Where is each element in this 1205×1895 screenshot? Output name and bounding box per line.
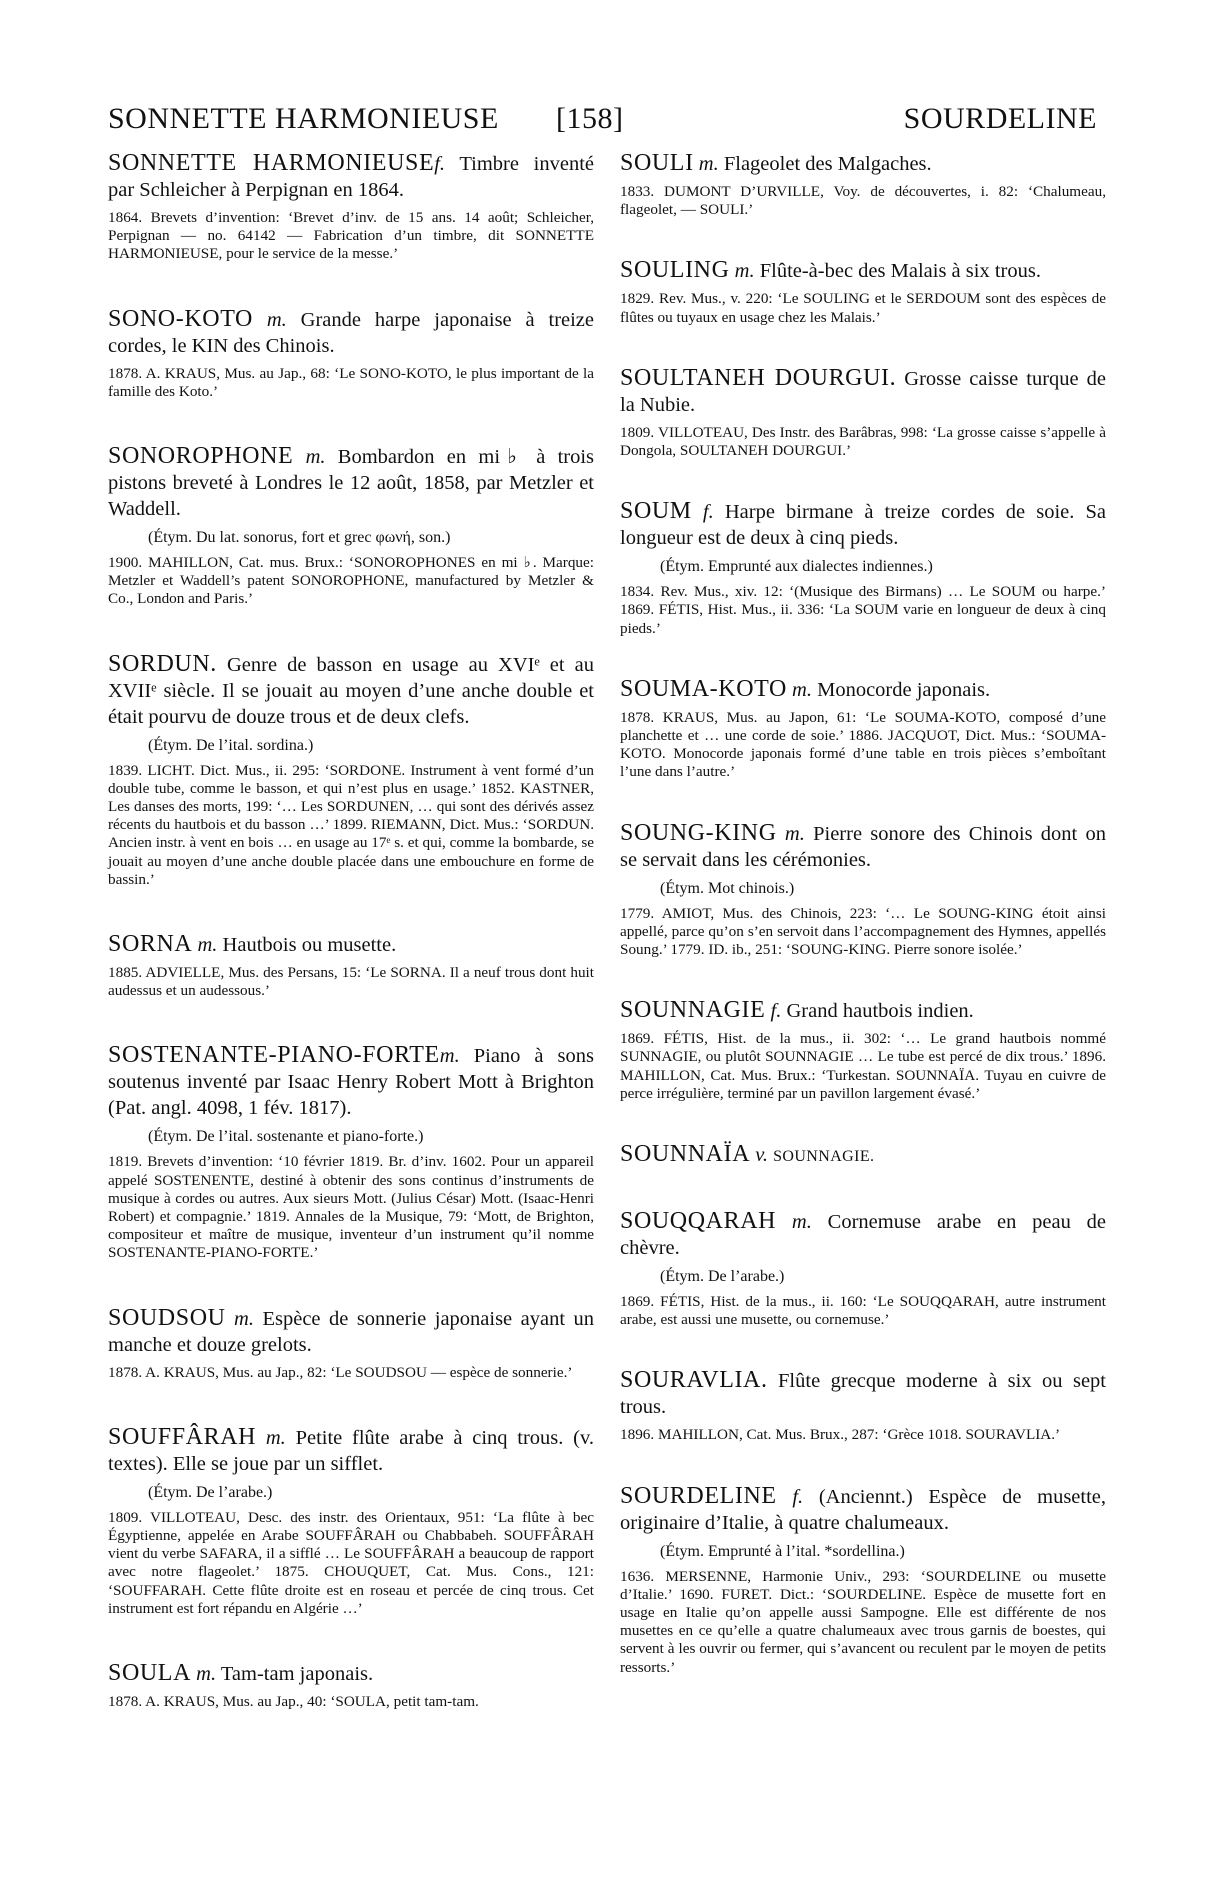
headword: SORNA — [108, 931, 193, 958]
entry-head — [620, 1141, 1106, 1170]
definition: Petite flûte arabe à cinq trous. (v. textes). Elle se joue par un sifflet. — [108, 1426, 595, 1475]
entry-soum — [620, 498, 1106, 638]
citations: 1829. Rev. Mus., v. 220: ‘Le SOULING et le SERDOUM sont des espèces de flûtes ou tuyaux en usage chez les Malais.’ — [620, 290, 1106, 326]
entry-head — [620, 1483, 1106, 1536]
citations: 1900. MAHILLON, Cat. mus. Brux.: ‘SONOROPHONES en mi ♭. Marque: Metzler et Waddell’s patent SONOROPHONE, manufactured by Metzler & Co., London and Paris.’ — [108, 554, 594, 608]
entry-head — [108, 150, 594, 203]
entry-souffarah — [108, 1424, 594, 1618]
entry-soultaneh-dourgui — [620, 365, 1106, 460]
definition: Grand hautbois indien. — [786, 1000, 974, 1023]
headword: SORDUN. — [108, 650, 217, 677]
headword: SOUM — [620, 498, 692, 525]
header-left: SONNETTE HARMONIEUSE — [108, 102, 499, 135]
etymology: (Étym. Emprunté aux dialectes indiennes.) — [660, 558, 933, 576]
entry-souqqarah — [620, 1208, 1106, 1329]
citations: 1896. MAHILLON, Cat. Mus. Brux., 287: ‘Grèce 1018. SOURAVLIA.’ — [620, 1426, 1061, 1444]
definition: Timbre inventé par Schleicher à Perpignan en 1864. — [108, 153, 594, 201]
citations: 1833. DUMONT D’URVILLE, Voy. de découvertes, i. 82: ‘Chalumeau, flageolet, — SOULI.’ — [620, 183, 1106, 219]
headword: SOURDELINE — [620, 1482, 777, 1509]
gram: f. — [702, 501, 714, 524]
entry-head — [620, 676, 1106, 703]
entry-head — [108, 931, 594, 958]
entry-sounnagie — [620, 997, 1106, 1103]
headword: SOUQQARAH — [620, 1208, 777, 1235]
page-number: [158] — [556, 102, 624, 135]
header-right: SOURDELINE — [903, 102, 1097, 135]
definition: Bombardon en mi♭ à trois pistons breveté à Londres le 12 août, 1858, par Metzler et Waddell. — [108, 446, 595, 521]
headword: SOSTENANTE-PIANO-FORTE — [108, 1042, 440, 1069]
definition: (Anciennt.) Espèce de musette, originaire d’Italie, à quatre chalumeaux. — [620, 1485, 1107, 1534]
definition: Pierre sonore des Chinois dont on se servait dans les cérémonies. — [620, 822, 1106, 871]
gram: m. — [792, 678, 812, 701]
definition: Espèce de sonnerie japonaise ayant un manche et douze grelots. — [108, 1307, 595, 1356]
headword: SOULI — [620, 150, 694, 176]
entry-head — [620, 150, 1106, 177]
gram: v. — [755, 1144, 768, 1167]
etymology: (Étym. De l’arabe.) — [148, 1483, 273, 1501]
gram: m. — [784, 822, 805, 845]
entry-head — [108, 306, 594, 359]
etymology: (Étym. De l’arabe.) — [660, 1268, 785, 1286]
headword: SOURAVLIA. — [620, 1367, 768, 1394]
entry-head — [620, 820, 1106, 873]
definition: Grande harpe japonaise à treize cordes, le KIN des Chinois. — [108, 308, 595, 357]
gram: f. — [770, 1000, 782, 1023]
entry-head — [620, 257, 1106, 284]
citations: 1839. LICHT. Dict. Mus., ii. 295: ‘SORDONE. Instrument à vent formé d’un double tube, comme le basson, et qui n’est plus en usage.’ 1852. KASTNER, Les danses des morts, 199: ‘… Les SORDUNEN, … qui sont des dérivés assez récents du hautbois et du basson …’ 1899. RIEMANN, Dict. Mus.: ‘SORDUN. Ancien instr. à vent en bois … en usage au 17ᵉ s. et qui, comme la bombarde, se jouait au moyen d’une anche double placée dans une embouchure en forme de bassin.’ — [108, 761, 594, 888]
etymology: (Étym. Du lat. sonorus, fort et grec φωνή, son.) — [148, 529, 451, 547]
entry-head — [108, 443, 594, 522]
entry-sorna — [108, 931, 594, 1000]
gram: m. — [234, 1307, 254, 1330]
entry-souli — [620, 150, 1106, 219]
definition: Flûte-à-bec des Malais à six trous. — [759, 260, 1041, 283]
citations: 1878. A. KRAUS, Mus. au Jap., 68: ‘Le SONO-KOTO, le plus important de la famille des Koto.’ — [108, 364, 594, 400]
entry-head — [620, 1208, 1106, 1261]
citations: 1864. Brevets d’invention: ‘Brevet d’inv. de 15 ans. 14 août; Schleicher, Perpignan — no. 64142 — Fabrication d’un timbre, dit SONNETTE HARMONIEUSE, pour le service de la messe.’ — [108, 209, 594, 263]
headword: SONOROPHONE — [108, 443, 294, 470]
running-header — [108, 102, 1097, 142]
cross-reference: SOUNNAGIE. — [773, 1148, 875, 1166]
headword: SONNETTE HARMONIEUSE — [108, 150, 435, 176]
etymology: (Étym. Mot chinois.) — [660, 879, 795, 897]
etymology: (Étym. De l’ital. sostenante et piano-forte.) — [148, 1128, 424, 1146]
definition: Tam-tam japonais. — [220, 1663, 374, 1686]
citations: 1809. VILLOTEAU, Desc. des instr. des Orientaux, 951: ‘La flûte à bec Égyptienne, appelée en Arabe SOUFFÂRAH ou Chabbabeh. SOUFFÂRAH vient du verbe SAFARA, il a sifflé … Le SOUFFÂRAH a beaucoup de rapport avec notre flageolet.’ 1875. CHOUQUET, Cat. Mus. Cons., 121: ‘SOUFFARAH. Cette flûte droite est en roseau et percée de cinq trous. Cet instrument est fort répandu en Algérie …’ — [108, 1508, 594, 1617]
left-column — [108, 150, 594, 1711]
gram: m. — [305, 446, 326, 469]
headword: SOUMA-KOTO — [620, 675, 787, 702]
entry-head — [620, 498, 1106, 551]
definition: Flageolet des Malgaches. — [723, 153, 932, 175]
definition: Harpe birmane à treize cordes de soie. Sa longueur est de deux à cinq pieds. — [620, 501, 1107, 550]
entry-sono-koto — [108, 306, 594, 401]
definition: Hautbois ou musette. — [222, 934, 397, 957]
entry-souravlia — [620, 1367, 1106, 1444]
entry-souling — [620, 257, 1106, 326]
definition: Cornemuse arabe en peau de chèvre. — [620, 1211, 1107, 1260]
etymology: (Étym. De l’ital. sordina.) — [148, 736, 314, 754]
gram: m. — [266, 308, 287, 331]
entry-head — [108, 1424, 594, 1477]
definition: Grosse caisse turque de la Nubie. — [620, 367, 1107, 416]
definition: Monocorde japonais. — [817, 678, 991, 701]
headword: SOUNNAGIE — [620, 997, 766, 1024]
gram: m. — [439, 1045, 460, 1068]
citations: 1878. A. KRAUS, Mus. au Jap., 40: ‘SOULA, petit tam-tam. — [108, 1693, 479, 1711]
headword: SOUFFÂRAH — [108, 1423, 257, 1450]
citations: 1819. Brevets d’invention: ‘10 février 1819. Br. d’inv. 1602. Pour un appareil appelé SOSTENENTE, destiné à obtenir des sons continus d’instruments de musique à cordes ou autres. Aux sieurs Mott. (Julius César) Mott. (Isaac-Henri Robert) et compagnie.’ 1819. Annales de la Musique, 79: ‘Mott, de Brighton, compositeur et maître de musique, inventeur d’un instrument qu’il nomme SOSTENANTE-PIANO-FORTE.’ — [108, 1153, 594, 1262]
gram: m. — [197, 934, 218, 957]
entry-sourdeline — [620, 1483, 1106, 1677]
entry-soung-king — [620, 820, 1106, 960]
headword: SOULTANEH DOURGUI. — [620, 364, 897, 391]
entry-head — [108, 1660, 594, 1687]
gram: m. — [698, 153, 719, 175]
citations: 1878. A. KRAUS, Mus. au Jap., 82: ‘Le SOUDSOU — espèce de sonnerie.’ — [108, 1363, 573, 1381]
entry-sordun — [108, 651, 594, 889]
gram: m. — [791, 1211, 812, 1234]
gram: m. — [196, 1663, 217, 1686]
entry-sonorophone — [108, 443, 594, 609]
entry-head — [108, 651, 594, 730]
entry-soudsou — [108, 1305, 594, 1382]
gram: f. — [434, 153, 446, 175]
citations: 1636. MERSENNE, Harmonie Univ., 293: ‘SOURDELINE ou musette d’Italie.’ 1690. FURET. Dict.: ‘SOURDELINE. Espèce de musette fort en usage en Italie qu’on appelle aussi Sampogne. Elle est différente de nos musettes en ce qu’elle a quatre chalumeaux avec trous garnis de boestes, qui servent à les ouvrir ou fermer, qui s’avancent ou reculent par le moyen de petits ressorts.’ — [620, 1567, 1106, 1676]
definition: Genre de basson en usage au XVIᵉ et au XVIIᵉ siècle. Il se jouait au moyen d’une anche double et était pourvu de douze trous et de deux clefs. — [108, 653, 594, 728]
entry-head — [620, 365, 1106, 418]
citations: 1869. FÉTIS, Hist. de la mus., ii. 160: ‘Le SOUQQARAH, autre instrument arabe, est aussi une musette, ou cornemuse.’ — [620, 1293, 1106, 1329]
definition: Flûte grecque moderne à six ou sept trous. — [620, 1370, 1107, 1419]
citations: 1885. ADVIELLE, Mus. des Persans, 15: ‘Le SORNA. Il a neuf trous dont huit audessus et un audessous.’ — [108, 964, 594, 1000]
entry-head — [620, 997, 1106, 1024]
entry-souma-koto — [620, 676, 1106, 782]
entry-sonnette-harmonieuse — [108, 150, 594, 264]
entry-head — [108, 1042, 594, 1121]
headword: SOUNG-KING — [620, 819, 777, 846]
citations: 1869. FÉTIS, Hist. de la mus., ii. 302: ‘… Le grand hautbois nommé SUNNAGIE, ou plutôt SOUNNAGIE … Le tube est percé de dix trous.’ 1896. MAHILLON, Cat. Mus. Brux.: ‘Turkestan. SOUNNAÏA. Tuyau en cuivre de perce irrégulière, terminé par un pavillon largement évasé.’ — [620, 1030, 1106, 1102]
headword: SOULA — [108, 1660, 192, 1687]
citations: 1834. Rev. Mus., xiv. 12: ‘(Musique des Birmans) … Le SOUM ou harpe.’ 1869. FÉTIS, Hist. Mus., ii. 336: ‘La SOUM varie en longueur de deux à cinq pieds.’ — [620, 583, 1106, 637]
headword: SOUNNAÏA — [620, 1141, 751, 1168]
gram: f. — [792, 1485, 804, 1508]
entry-head — [108, 1305, 594, 1358]
citations: 1779. AMIOT, Mus. des Chinois, 223: ‘… Le SOUNG-KING étoit ainsi appellé, parce qu’on s’en servoit dans l’accompagnement des Hymnes, appellés Soung.’ 1779. ID. ib., 251: ‘SOUNG-KING. Pierre sonore isolée.’ — [620, 904, 1106, 959]
citations: 1809. VILLOTEAU, Des Instr. des Barâbras, 998: ‘La grosse caisse s’appelle à Dongola, SOULTANEH DOURGUI.’ — [620, 423, 1106, 460]
etymology: (Étym. Emprunté à l’ital. *sordellina.) — [660, 1542, 905, 1560]
citations: 1878. KRAUS, Mus. au Japon, 61: ‘Le SOUMA-KOTO, composé d’une planchette et … une corde de soie.’ 1886. JACQUOT, Dict. Mus.: ‘SOUMA-KOTO. Monocorde japonais formé d’une table en trois pièces s’emboîtant l’une dans l’autre.’ — [620, 708, 1106, 781]
entry-soula — [108, 1660, 594, 1711]
right-column — [620, 150, 1106, 1677]
entry-sounnaia — [620, 1141, 1106, 1170]
gram: m. — [734, 260, 755, 283]
headword: SONO-KOTO — [108, 305, 253, 332]
entry-head — [620, 1367, 1106, 1420]
headword: SOUDSOU — [108, 1304, 226, 1331]
headword: SOULING — [620, 257, 730, 284]
gram: m. — [265, 1426, 286, 1449]
definition: Piano à sons soutenus inventé par Isaac Henry Robert Mott à Brighton (Pat. angl. 4098, 1 fév. 1817). — [108, 1045, 594, 1120]
entry-sostenante-piano-forte — [108, 1042, 594, 1262]
